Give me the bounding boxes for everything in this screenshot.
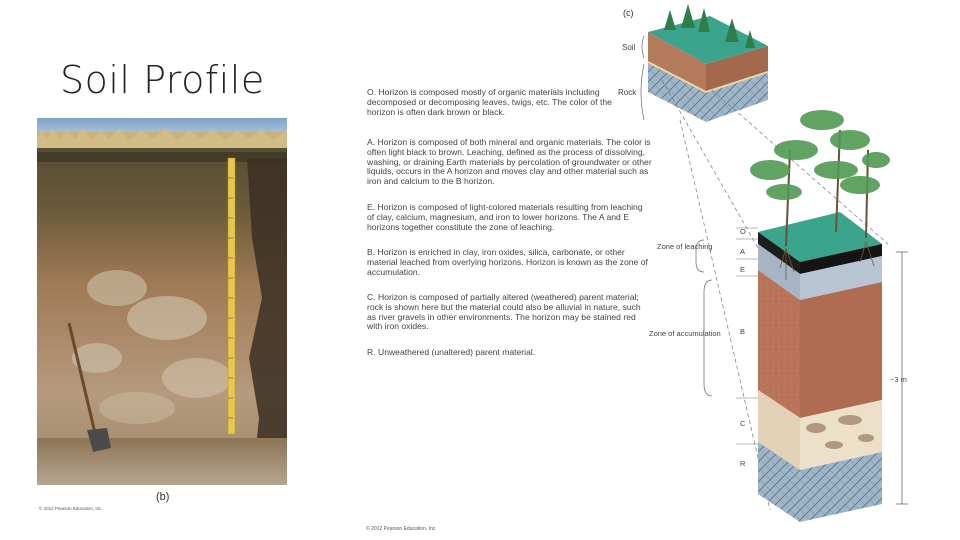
slide-title: Soil Profile <box>60 58 265 102</box>
horizon-b-label: B <box>740 327 746 336</box>
svg-text:Zone of accumulation <box>649 329 721 338</box>
soil-label: Soil <box>622 43 636 52</box>
description-b-horizon: B. Horizon is enriched in clay, iron oxides, silica, carbonate, or other material leached from overlying horizons. Horizon is known as the zone of accumulation. <box>367 247 648 277</box>
zone-of-accumulation-label: Zone of accumulation <box>649 329 721 338</box>
description-o-horizon: O. Horizon is composed mostly of organic materials including decomposed or decomposing leaves, twigs, etc. The color of the horizon is often dark brown or black. <box>367 87 612 117</box>
description-c-horizon: C. Horizon is composed of partially altered (weathered) parent material; rock is shown here but the material could also be alluvial in nature, such as river gravels in other environments. The horizon may be stained red with iron oxides. <box>367 292 641 332</box>
figure-copyright: © 2012 Pearson Education, Inc. <box>366 526 437 532</box>
description-a-horizon: A. Horizon is composed of both mineral and organic materials. The color is often light black to brown. Leaching, defined as the process of dissolving, washing, or draining Earth materials by percolation of groundwater or other liquids, occurs in the A horizon and moves clay and other material such as iron and calcium to the B horizon. <box>367 137 652 187</box>
zone-of-leaching-label: Zone of leaching <box>657 242 713 251</box>
horizon-o-label: O <box>740 227 746 236</box>
horizon-e-label: E <box>740 265 746 274</box>
depth-label: ~3 m <box>890 375 907 384</box>
description-r-horizon: R. Unweathered (unaltered) parent material. <box>367 347 536 357</box>
photo-copyright: © 2012 Pearson Education, Inc. <box>39 506 103 511</box>
horizon-r-label: R <box>740 459 746 468</box>
horizon-c-label: C <box>740 419 746 428</box>
soil-horizon-diagram <box>600 0 960 540</box>
soil-pit-photo <box>37 118 287 485</box>
horizon-a-label: A <box>740 247 746 256</box>
description-e-horizon: E. Horizon is composed of light-colored materials resulting from leaching of clay, calcium, magnesium, and iron to lower horizons. The A and E horizons together constitute the zone of leaching. <box>367 202 643 232</box>
panel-label: (c) <box>623 8 634 18</box>
svg-text:Zone of leaching <box>657 242 712 251</box>
rock-label: Rock <box>618 88 637 97</box>
photo-caption: (b) <box>156 491 170 503</box>
